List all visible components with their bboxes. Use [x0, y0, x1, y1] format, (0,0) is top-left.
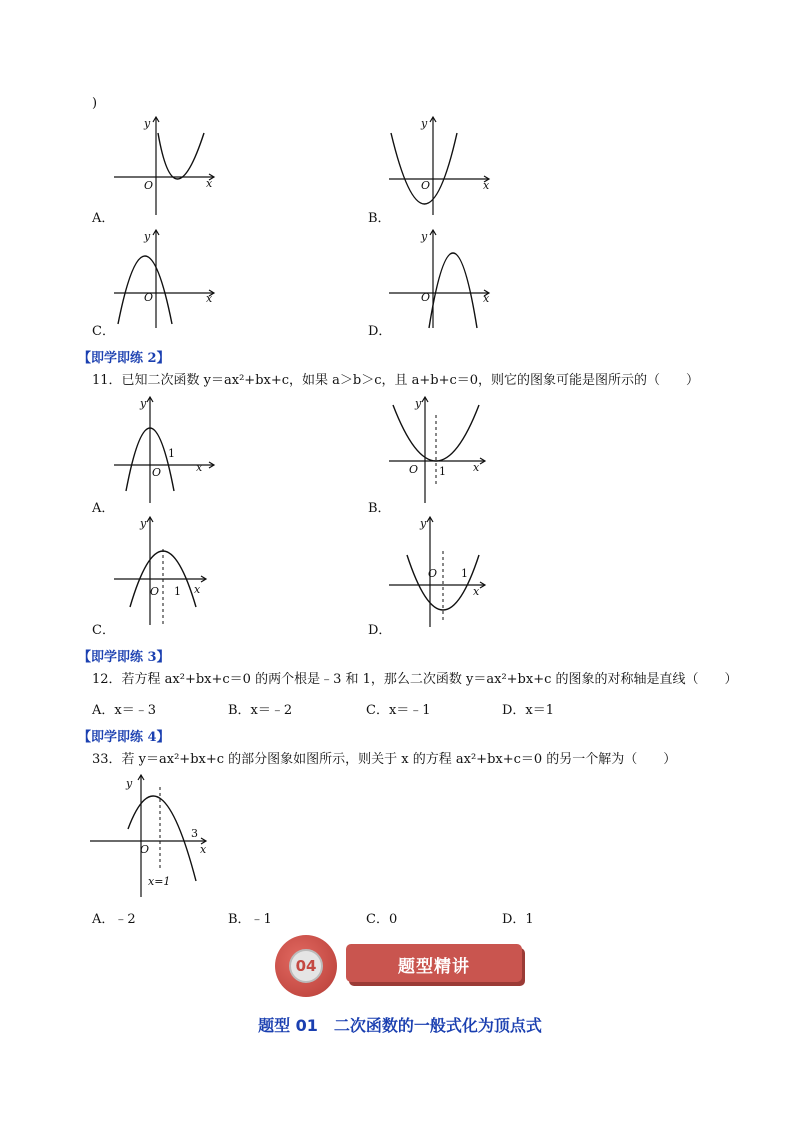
y-label: y: [126, 777, 133, 790]
y-label: y: [144, 230, 151, 243]
q33-option-a[interactable]: A．﹣2: [92, 912, 136, 927]
origin-label: O: [140, 843, 150, 856]
badge-number: 04: [295, 957, 317, 975]
section-label-2: 【即学即练 2】: [78, 351, 170, 366]
q33-option-c[interactable]: C．0: [366, 912, 398, 927]
continued-paren: ): [92, 96, 98, 111]
q33-text: 33．若 y＝ax²+bx+c 的部分图象如图所示，则关于 x 的方程 ax²+bx+c＝0 的另一个解为（ ）: [92, 752, 677, 767]
section-label-4: 【即学即练 4】: [78, 730, 170, 745]
q11-graph-a: [110, 395, 220, 507]
q10-graph-c: [110, 228, 220, 333]
q11-option-a[interactable]: A．: [92, 501, 115, 516]
x-label: x: [483, 292, 490, 305]
q10-option-d[interactable]: D．: [368, 324, 392, 339]
q11-graph-c: [110, 515, 220, 630]
origin-label: O: [428, 567, 438, 580]
q11-text: 11．已知二次函数 y＝ax²+bx+c，如果 a＞b＞c，且 a+b+c＝0，则它的图象可能是图所示的（ ）: [92, 373, 700, 388]
q10-graph-a: [110, 115, 220, 220]
origin-label: O: [144, 291, 154, 304]
origin-label: O: [421, 179, 431, 192]
q33-option-d[interactable]: D．1: [502, 912, 534, 927]
q10-option-a[interactable]: A．: [92, 211, 115, 226]
origin-label: O: [409, 463, 419, 476]
one-label: 1: [168, 447, 175, 460]
q10-option-c[interactable]: C．: [92, 324, 115, 339]
one-label: 1: [461, 567, 468, 580]
x-label: x: [206, 177, 213, 190]
q33-option-b[interactable]: B．﹣1: [228, 912, 272, 927]
q11-graph-b: [385, 395, 495, 507]
q11-option-d[interactable]: D．: [368, 623, 392, 638]
x-label: x: [473, 585, 480, 598]
q10-graph-d: [385, 228, 495, 333]
x-label: x: [206, 292, 213, 305]
root-label: 3: [191, 827, 198, 840]
y-label: y: [421, 230, 428, 243]
q10-option-b[interactable]: B．: [368, 211, 391, 226]
q12-option-b[interactable]: B．x＝﹣2: [228, 703, 293, 718]
y-label: y: [415, 397, 422, 410]
x-label: x: [196, 461, 203, 474]
q11-graph-d: [385, 515, 495, 630]
x-label: x: [200, 843, 207, 856]
q12-text: 12．若方程 ax²+bx+c＝0 的两个根是﹣3 和 1，那么二次函数 y＝ax²+bx+c 的图象的对称轴是直线（ ）: [92, 672, 738, 687]
y-label: y: [140, 517, 147, 530]
y-label: y: [140, 397, 147, 410]
axis-of-symmetry-label: x=1: [148, 875, 171, 888]
origin-label: O: [150, 585, 160, 598]
origin-label: O: [152, 466, 162, 479]
y-label: y: [421, 117, 428, 130]
section-number-badge: [275, 935, 337, 997]
one-label: 1: [439, 465, 446, 478]
y-label: y: [420, 517, 427, 530]
q11-option-c[interactable]: C．: [92, 623, 115, 638]
one-label: 1: [174, 585, 181, 598]
q12-option-c[interactable]: C．x＝﹣1: [366, 703, 431, 718]
section-banner: [346, 944, 522, 982]
y-label: y: [144, 117, 151, 130]
origin-label: O: [144, 179, 154, 192]
topic-heading: 题型 01 二次函数的一般式化为顶点式: [258, 1016, 542, 1035]
x-label: x: [473, 461, 480, 474]
origin-label: O: [421, 291, 431, 304]
x-label: x: [483, 179, 490, 192]
section-label-3: 【即学即练 3】: [78, 650, 170, 665]
q11-option-b[interactable]: B．: [368, 501, 391, 516]
x-label: x: [194, 583, 201, 596]
q10-graph-b: [385, 115, 495, 220]
q33-graph: [88, 773, 213, 898]
q12-option-a[interactable]: A．x＝﹣3: [92, 703, 156, 718]
q12-option-d[interactable]: D．x＝1: [502, 703, 555, 718]
banner-title: 题型精讲: [398, 957, 470, 977]
